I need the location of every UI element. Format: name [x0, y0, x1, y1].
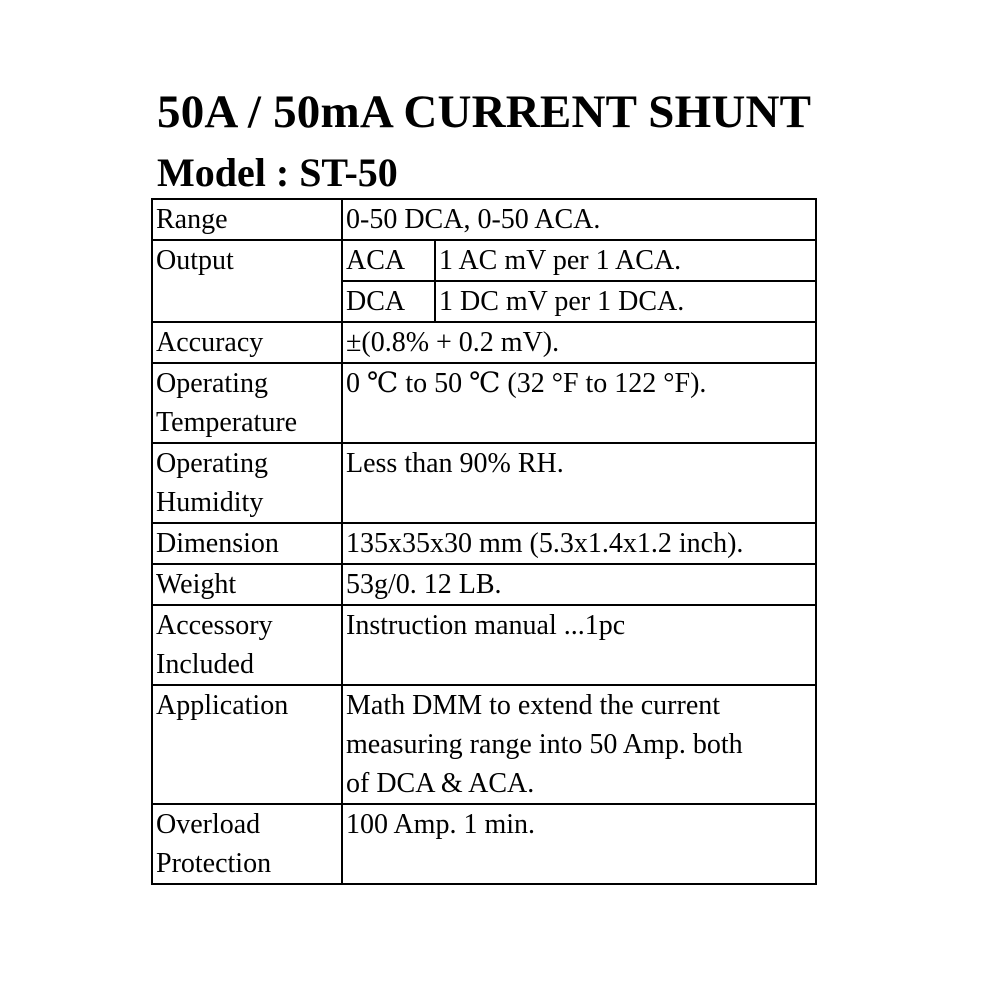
table-row-application: [152, 685, 816, 804]
table-row-operating-humidity: [152, 443, 816, 523]
spec-value-overload: 100 Amp. 1 min.: [342, 804, 816, 884]
spec-label-overload: [152, 804, 342, 884]
spec-table: [151, 198, 817, 885]
spec-value-dimension: 135x35x30 mm (5.3x1.4x1.2 inch).: [342, 523, 816, 564]
label-line: Operating: [156, 368, 268, 399]
label-line: Included: [156, 649, 254, 680]
spec-value-aca: 1 AC mV per 1 ACA.: [435, 240, 816, 281]
spec-value-operating-humidity: Less than 90% RH.: [342, 443, 816, 523]
page-title: 50A / 50mA CURRENT SHUNT: [157, 86, 812, 138]
label-line: Temperature: [156, 407, 298, 438]
label-line: Operating: [156, 448, 268, 479]
value-line: measuring range into 50 Amp. both: [346, 729, 743, 760]
table-row-weight: [152, 564, 816, 605]
label-line: Overload: [156, 809, 261, 840]
label-line: Protection: [156, 848, 272, 879]
spec-value-weight: 53g/0. 12 LB.: [342, 564, 816, 605]
spec-label-weight: Weight: [152, 564, 342, 605]
label-line: Humidity: [156, 487, 264, 518]
spec-label-application: Application: [152, 685, 342, 804]
value-line: of DCA & ACA.: [346, 768, 535, 799]
table-row-overload: [152, 804, 816, 884]
value-line: Math DMM to extend the current: [346, 690, 721, 721]
spec-label-dimension: Dimension: [152, 523, 342, 564]
spec-label-accuracy: Accuracy: [152, 322, 342, 363]
table-row-dimension: [152, 523, 816, 564]
spec-value-application: [342, 685, 816, 804]
spec-label-operating-temperature: [152, 363, 342, 443]
spec-label-output: Output: [152, 240, 342, 322]
spec-value-range: 0-50 DCA, 0-50 ACA.: [342, 199, 816, 240]
spec-value-accuracy: ±(0.8% + 0.2 mV).: [342, 322, 816, 363]
table-row-accuracy: [152, 322, 816, 363]
spec-value-accessory: Instruction manual ...1pc: [342, 605, 816, 685]
spec-value-operating-temperature: 0 ℃ to 50 ℃ (32 °F to 122 °F).: [342, 363, 816, 443]
table-row-accessory: [152, 605, 816, 685]
spec-sublabel-dca: DCA: [342, 281, 435, 322]
spec-value-dca: 1 DC mV per 1 DCA.: [435, 281, 816, 322]
spec-label-accessory: [152, 605, 342, 685]
spec-label-range: Range: [152, 199, 342, 240]
model-heading: Model : ST-50: [157, 150, 398, 195]
table-row-output-aca: [152, 240, 816, 281]
spec-sublabel-aca: ACA: [342, 240, 435, 281]
table-row-range: [152, 199, 816, 240]
table-row-operating-temperature: [152, 363, 816, 443]
spec-label-operating-humidity: [152, 443, 342, 523]
label-line: Accessory: [156, 610, 273, 641]
